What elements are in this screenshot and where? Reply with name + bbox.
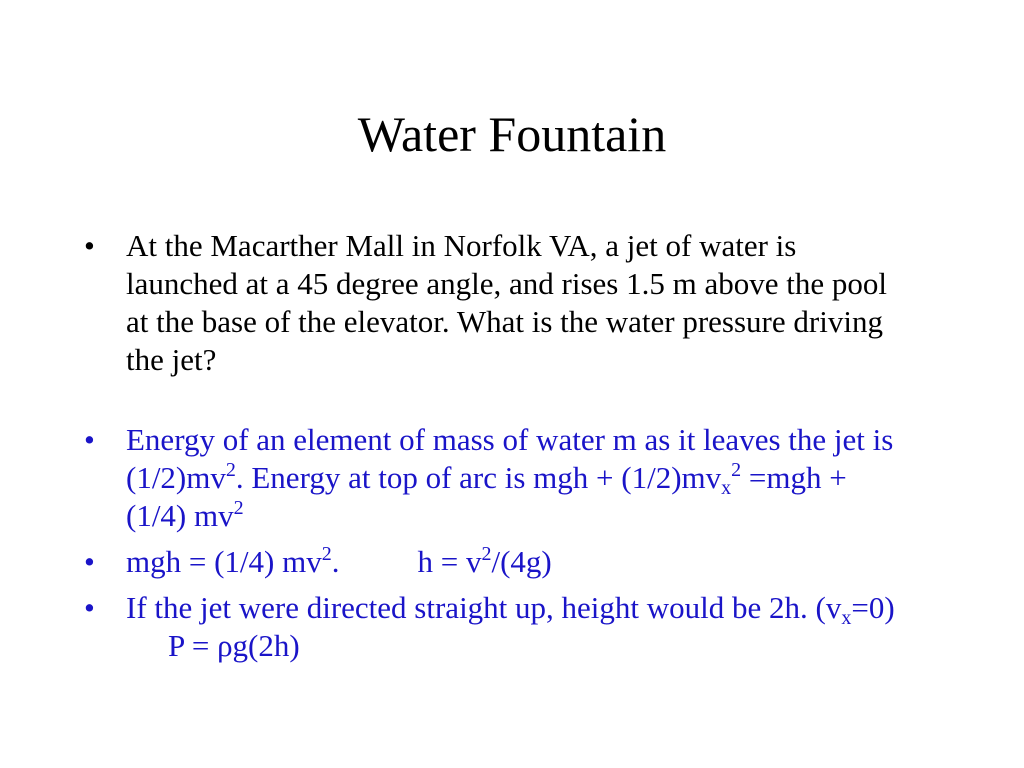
bullet-straight-up xyxy=(84,589,914,665)
height-eq-part4: /(4g) xyxy=(491,544,552,579)
bullet-dot-icon: • xyxy=(84,590,95,625)
bullet-dot-icon: • xyxy=(84,544,95,579)
height-eq-sup-2: 2 xyxy=(481,543,492,565)
energy-sup-2: 2 xyxy=(731,459,742,481)
height-eq-part3: h = v xyxy=(417,544,482,579)
straight-up-part1: If the jet were directed straight up, height would be 2h. (v xyxy=(126,590,842,625)
straight-up-part2: =0) xyxy=(851,590,895,625)
height-eq-part2: . xyxy=(331,544,340,579)
bullet-dot-icon: • xyxy=(84,228,95,263)
question-text: At the Macarther Mall in Norfolk VA, a jet of water is launched at a 45 degree angle, and rises 1.5 m above the pool at the base of the elevator. What is the water pressure driving the jet? xyxy=(126,228,887,377)
energy-text-part2: . Energy at top of arc is mgh + (1/2)mv xyxy=(235,460,722,495)
bullet-energy xyxy=(84,421,914,535)
pressure-equation: P = ρg(2h) xyxy=(168,628,300,663)
energy-sup-1: 2 xyxy=(225,459,236,481)
slide-title: Water Fountain xyxy=(357,106,667,162)
height-eq-part1: mgh = (1/4) mv xyxy=(126,544,322,579)
bullet-height-equation xyxy=(84,543,914,581)
energy-text-part3: =mgh + (1/4) mv xyxy=(126,460,847,533)
energy-sup-3: 2 xyxy=(233,497,244,519)
height-eq-sup-1: 2 xyxy=(321,543,332,565)
energy-sub-x: x xyxy=(721,477,732,499)
bullet-dot-icon: • xyxy=(84,422,95,457)
energy-text-part1: Energy of an element of mass of water m as it leaves the jet is (1/2)mv xyxy=(126,422,894,495)
straight-up-sub-x: x xyxy=(841,607,852,629)
bullet-question xyxy=(84,227,914,379)
bullet-list xyxy=(84,227,914,665)
